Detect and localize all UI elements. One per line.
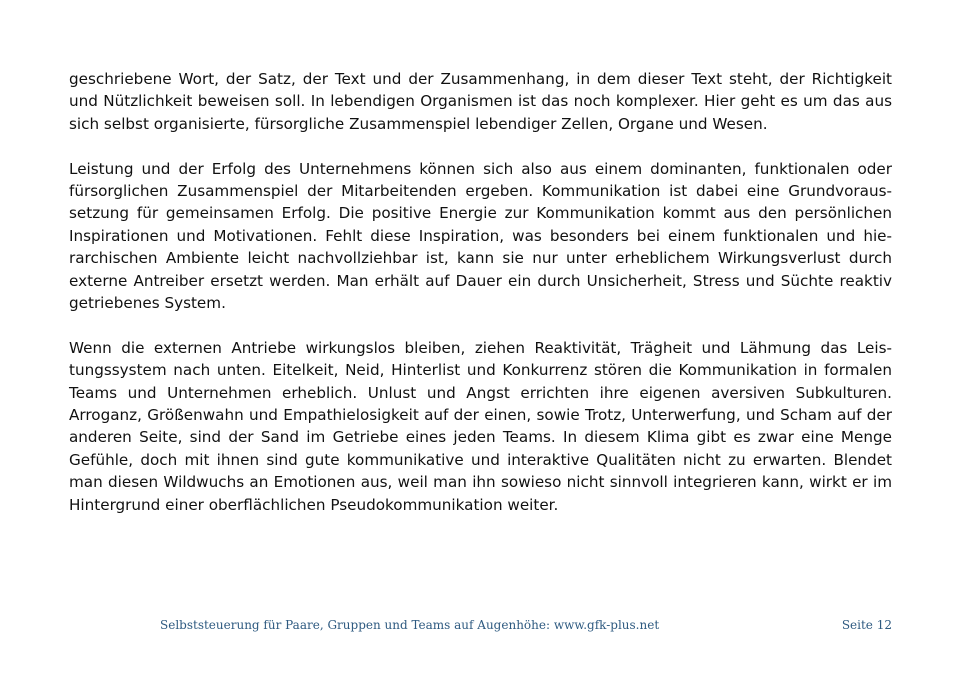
body-text <box>69 68 892 516</box>
paragraph-3: Wenn die externen Antriebe wirkungslos bleiben, ziehen Reaktivität, Trägheit und Lähmung das Leistungssystem nach unten. Eitelkeit, Neid, Hinterlist und Konkurrenz stören die Kommunikation in formalen Teams und Unternehmen erheblich. Unlust und Angst errichten ihre eigenen aversiven Subkulturen. Arroganz, Größenwahn und Empathielosigkeit auf der einen, sowie Trotz, Unterwerfung, und Scham auf der anderen Seite, sind der Sand im Getriebe eines jeden Teams. In diesem Klima gibt es zwar eine Menge Gefühle, doch mit ihnen sind gute kommunikative und interaktive Qualitäten nicht zu erwarten. Blendet man diesen Wildwuchs an Emotionen aus, weil man ihn sowieso nicht sinnvoll integrieren kann, wirkt er im Hintergrund einer oberflächlichen Pseudokommunikation weiter. <box>69 338 892 514</box>
paragraph-1: geschriebene Wort, der Satz, der Text und der Zusammenhang, in dem dieser Text steht, der Richtigkeit und Nützlichkeit beweisen soll. In lebendigen Organismen ist das noch komplexer. Hier geht es um das aus sich selbst organisierte, fürsorgliche Zusammenspiel lebendiger Zellen, Organe und Wesen. <box>69 70 892 133</box>
footer-title: Selbststeuerung für Paare, Gruppen und Teams auf Augenhöhe: www.gfk-plus.net <box>160 618 660 632</box>
page-number: Seite 12 <box>841 618 892 632</box>
paragraph-2: Leistung und der Erfolg des Unternehmens können sich also aus einem dominanten, funktionalen oder fürsorglichen Zusammenspiel der Mitarbeitenden ergeben. Kommunikation ist dabei eine Grundvoraussetzung für gemeinsamen Erfolg. Die positive Energie zur Kommunikation kommt aus den persönlichen Inspirationen und Motivationen. Fehlt diese Inspiration, was besonders bei einem funktionalen und hierarchischen Ambiente leicht nachvollziehbar ist, kann sie nur unter erheblichem Wirkungsverlust durch externe Antreiber ersetzt werden. Man erhält auf Dauer ein durch Unsicherheit, Stress und Süchte reaktiv getriebenes System. <box>69 159 892 313</box>
